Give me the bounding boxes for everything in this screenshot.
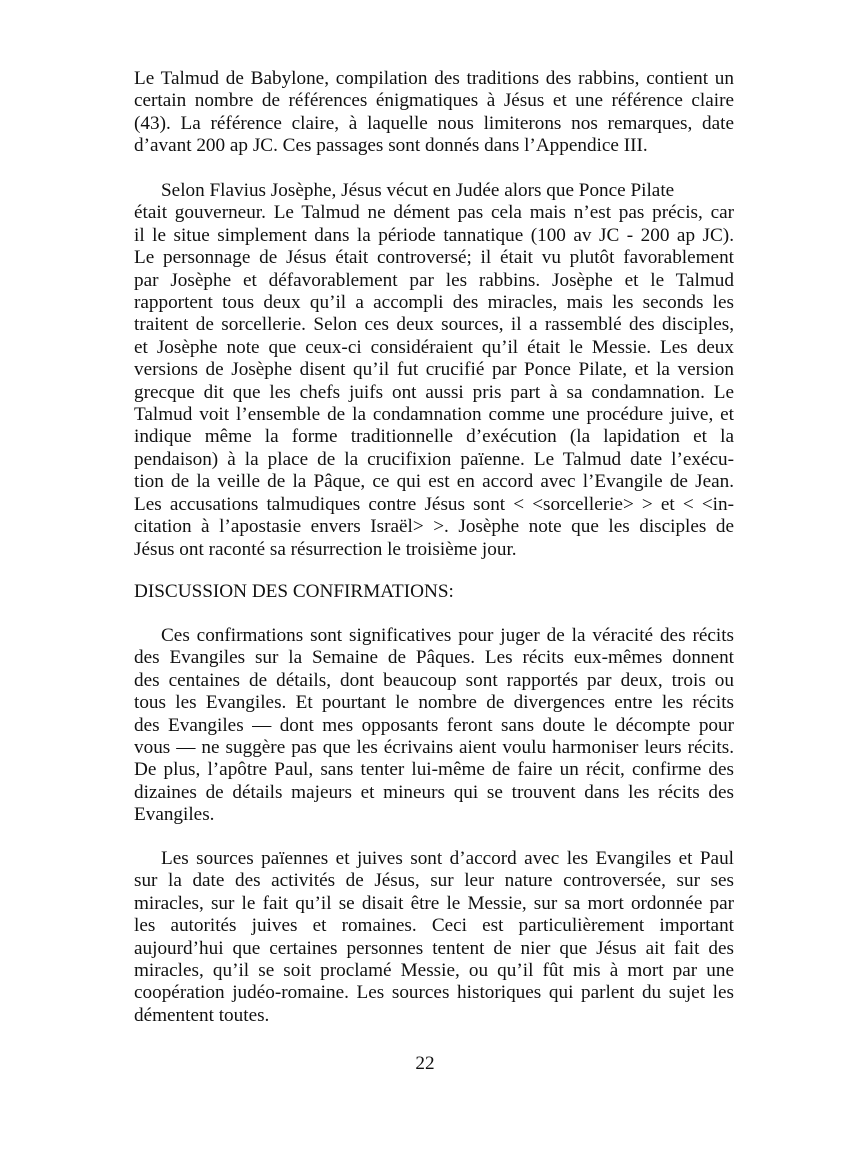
paragraph-josephus-talmud [134,180,734,561]
text-line: pendaison) à la place de la crucifixion païenne. Le Talmud date l’exécu- [134,448,734,470]
text-line: coopération judéo-romaine. Les sources historiques qui parlent du sujet les [134,982,734,1004]
text-line: était gouverneur. Le Talmud ne dément pas cela mais n’est pas précis, car [134,202,734,224]
text-line: Jésus ont raconté sa résurrection le troisième jour. [134,538,517,560]
text-line: rapportent tous deux qu’il a accompli des miracles, mais les seconds les [134,292,734,314]
text-line: des Evangiles sur la Semaine de Pâques. Les récits eux-mêmes donnent [134,647,734,669]
text-line: tion de la veille de la Pâque, ce qui est en accord avec l’Evangile de Jean. [134,471,734,493]
text-line: Les accusations talmudiques contre Jésus sont < <sorcellerie> > et < <in- [134,493,734,515]
text-line: Talmud voit l’ensemble de la condamnation comme une procédure juive, et [134,404,734,426]
text-line: indique même la forme traditionnelle d’exécution (la lapidation et la [134,426,734,448]
text-line: d’avant 200 ap JC. Ces passages sont donnés dans l’Appendice III. [134,135,648,157]
paragraph-talmud-intro [134,68,734,158]
text-line: sur la date des activités de Jésus, sur leur nature controversée, sur ses [134,870,734,892]
text-line: citation à l’apostasie envers Israël> >. Josèphe note que les disciples de [134,516,734,538]
text-line: Ces confirmations sont significatives pour juger de la véracité des récits [161,625,734,646]
text-line: aujourd’hui que certaines personnes tentent de nier que Jésus ait fait des [134,937,734,959]
paragraph-confirmations [134,625,734,827]
text-line: des centaines de détails, dont beaucoup sont rapportés par deux, trois ou [134,669,734,691]
text-line: versions de Josèphe disent qu’il fut crucifié par Ponce Pilate, et la version [134,359,734,381]
text-line: De plus, l’apôtre Paul, sans tenter lui-même de faire un récit, confirme des [134,759,734,781]
section-heading: DISCUSSION DES CONFIRMATIONS: [134,581,454,602]
text-line: Le Talmud de Babylone, compilation des traditions des rabbins, contient un [134,68,734,89]
paragraph-pagan-jewish-sources [134,848,734,1027]
text-line: grecque dit que les chefs juifs ont aussi pris part à sa condamnation. Le [134,381,734,403]
page-number: 22 [415,1053,435,1074]
text-line: il le situe simplement dans la période tannatique (100 av JC - 200 ap JC). [134,224,734,246]
text-line: dizaines de détails majeurs et mineurs qui se trouvent dans les récits des [134,781,734,803]
text-line: et Josèphe note que ceux-ci considéraient qu’il était le Messie. Les deux [134,336,734,358]
text-line: Les sources païennes et juives sont d’accord avec les Evangiles et Paul [161,848,734,869]
text-line: des Evangiles — dont mes opposants feront sans doute le décompte pour [134,714,734,736]
text-line: traitent de sorcellerie. Selon ces deux sources, il a rassemblé des disciples, [134,314,734,336]
text-line: certain nombre de références énigmatiques à Jésus et une référence claire [134,90,734,112]
text-line: vous — ne suggère pas que les écrivains aient voulu harmoniser leurs récits. [134,737,734,759]
text-line: Le personnage de Jésus était controversé; il était vu plutôt favorablement [134,247,734,269]
text-line: (43). La référence claire, à laquelle nous limiterons nos remarques, date [134,112,734,134]
text-line: Evangiles. [134,804,215,826]
text-line: miracles, sur le fait qu’il se disait être le Messie, sur sa mort ordonnée par [134,892,734,914]
text-line: démentent toutes. [134,1004,270,1026]
text-line: par Josèphe et défavorablement par les rabbins. Josèphe et le Talmud [134,269,734,291]
text-line: Selon Flavius Josèphe, Jésus vécut en Judée alors que Ponce Pilate [161,180,675,201]
text-line: tous les Evangiles. Et pourtant le nombre de divergences entre les récits [134,692,734,714]
text-line: miracles, qu’il se soit proclamé Messie, ou qu’il fût mis à mort par une [134,960,734,982]
text-line: les autorités juives et romaines. Ceci est particulièrement important [134,915,734,937]
